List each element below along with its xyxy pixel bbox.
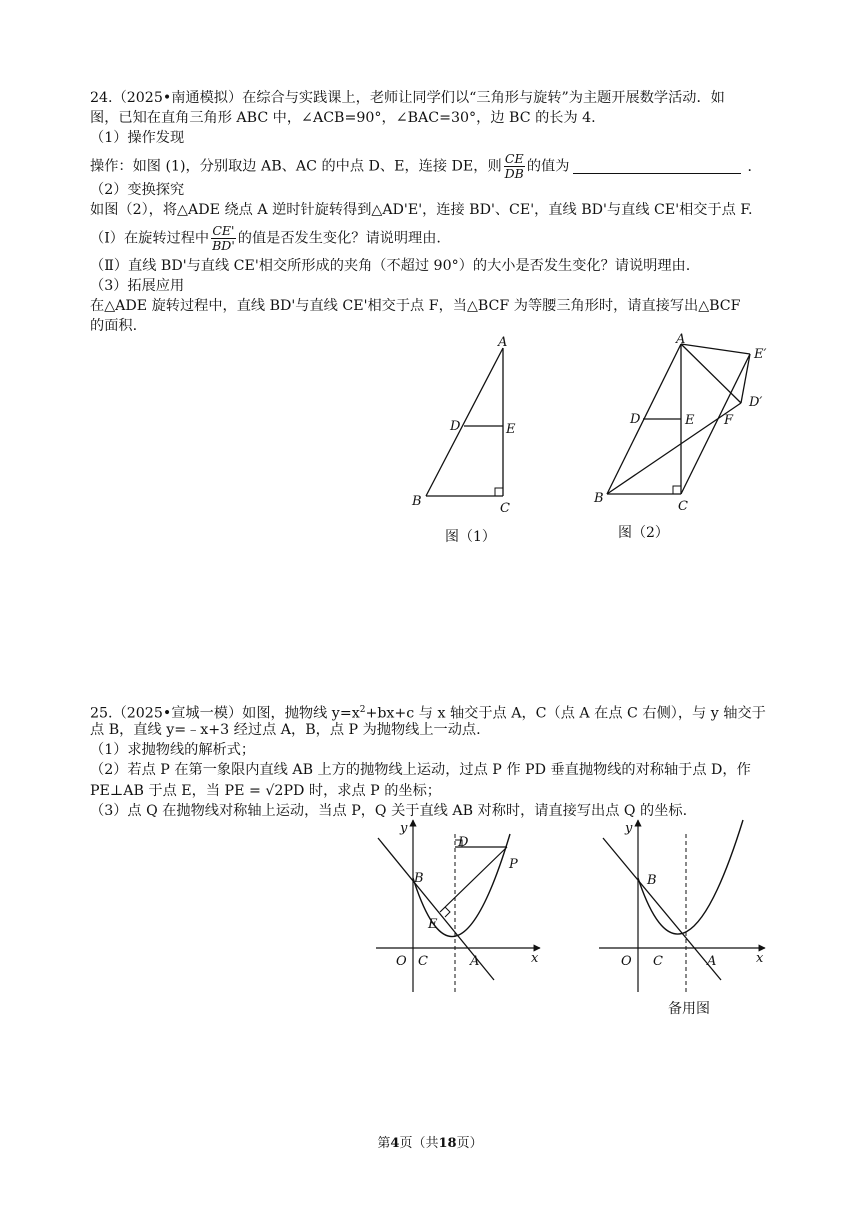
svg-text:E′: E′: [754, 347, 767, 362]
page-number: 4: [390, 1136, 400, 1151]
q24-part3-line2: 的面积.: [90, 318, 138, 334]
svg-text:y: y: [625, 821, 633, 836]
svg-text:B: B: [412, 494, 422, 509]
svg-text:C: C: [500, 501, 510, 516]
svg-text:C: C: [678, 499, 688, 514]
svg-text:D′: D′: [749, 395, 763, 410]
q24-part2-title: （2）变换探究: [90, 182, 185, 198]
answer-blank[interactable]: [573, 159, 741, 174]
page-total: 18: [438, 1136, 457, 1151]
q24-part2-ii: （Ⅱ）直线 BD'与直线 CE'相交所形成的夹角（不超过 90°）的大小是否发生变化？请说明理由.: [90, 258, 691, 274]
q25-part1: （1）求抛物线的解析式；: [90, 742, 256, 758]
svg-text:D: D: [450, 419, 461, 434]
svg-text:C: C: [418, 954, 428, 969]
svg-text:O: O: [621, 954, 632, 969]
svg-text:y: y: [400, 821, 408, 836]
q25-fig2-caption: 备用图: [668, 1001, 710, 1017]
svg-text:F: F: [724, 413, 734, 428]
svg-text:D: D: [458, 835, 469, 850]
q24-fig1-caption: 图（1）: [445, 529, 496, 545]
q25-line2: 点 B，直线 y=﹣x+3 经过点 A，B，点 P 为抛物线上一动点.: [90, 722, 481, 738]
svg-text:P: P: [509, 857, 518, 872]
q24-part1-fraction: $\frac{CE}{DB}$: [504, 151, 524, 181]
q24-part2-text: 如图（2），将△ADE 绕点 A 逆时针旋转得到△AD'E'，连接 BD'、CE'，直线 BD'与直线 CE'相交于点 F.: [90, 202, 753, 218]
page-footer: 第4页（共18页）: [377, 1136, 483, 1151]
q24-part2-fraction: $\frac{CE'}{BD'}$: [212, 223, 235, 253]
q24-line2: 图，已知在直角三角形 ABC 中，∠ACB=90°，∠BAC=30°，边 BC 的长为 4.: [90, 110, 596, 126]
q25-part2-line1: （2）若点 P 在第一象限内直线 AB 上方的抛物线上运动，过点 P 作 PD 垂直抛物线的对称轴于点 D，作: [90, 762, 751, 778]
svg-text:E: E: [506, 422, 516, 437]
q24-figure-2: [590, 330, 780, 520]
q24-part1-title: （1）操作发现: [90, 130, 185, 146]
svg-text:B: B: [594, 491, 604, 506]
q24-part2-i: （Ⅰ）在旋转过程中 $\frac{CE'}{BD'}$ 的值是否发生变化？请说明理由.: [90, 223, 441, 253]
q25-part3: （3）点 Q 在抛物线对称轴上运动，当点 P，Q 关于直线 AB 对称时，请直接写出点 Q 的坐标.: [90, 803, 688, 819]
svg-text:A: A: [676, 332, 686, 347]
svg-text:E: E: [428, 917, 438, 932]
svg-text:C: C: [653, 954, 663, 969]
svg-text:A: A: [470, 954, 480, 969]
svg-text:x: x: [756, 951, 764, 966]
svg-text:A: A: [707, 954, 717, 969]
svg-text:B: B: [414, 871, 424, 886]
svg-text:A: A: [498, 335, 508, 350]
svg-text:B: B: [647, 873, 657, 888]
q24-part1-operation: 操作：如图 (1)，分别取边 AB、AC 的中点 D、E，连接 DE，则 $\frac{CE}{DB}$ 的值为 ．: [90, 151, 762, 181]
q25-figure-2: [593, 816, 773, 996]
q24-figure-1: [400, 330, 530, 520]
q25-line1: 25.（2025•宣城一模）如图，抛物线 $y=x^2+bx+c$ 与 x 轴交于点 A，C（点 A 在点 C 右侧），与 y 轴交于: [90, 705, 766, 722]
q24-part1-text: 操作：如图 (1)，分别取边 AB、AC 的中点 D、E，连接 DE，则: [90, 158, 502, 175]
q24-part3-title: （3）拓展应用: [90, 278, 185, 294]
q25-figure-1: [370, 816, 550, 996]
q24-line1: 24.（2025•南通模拟）在综合与实践课上，老师让同学们以“三角形与旋转”为主题开展数学活动．如: [90, 90, 725, 106]
q24-part3-line1: 在△ADE 旋转过程中，直线 BD'与直线 CE'相交于点 F，当△BCF 为等腰三角形时，请直接写出△BCF: [90, 298, 741, 314]
q25-part2-line2: PE⊥AB 于点 E，当 PE = √2PD 时，求点 P 的坐标；: [90, 783, 441, 799]
q24-fig2-caption: 图（2）: [618, 525, 669, 541]
svg-text:x: x: [531, 951, 539, 966]
svg-text:E: E: [685, 413, 695, 428]
svg-text:D: D: [630, 412, 641, 427]
svg-text:O: O: [396, 954, 407, 969]
